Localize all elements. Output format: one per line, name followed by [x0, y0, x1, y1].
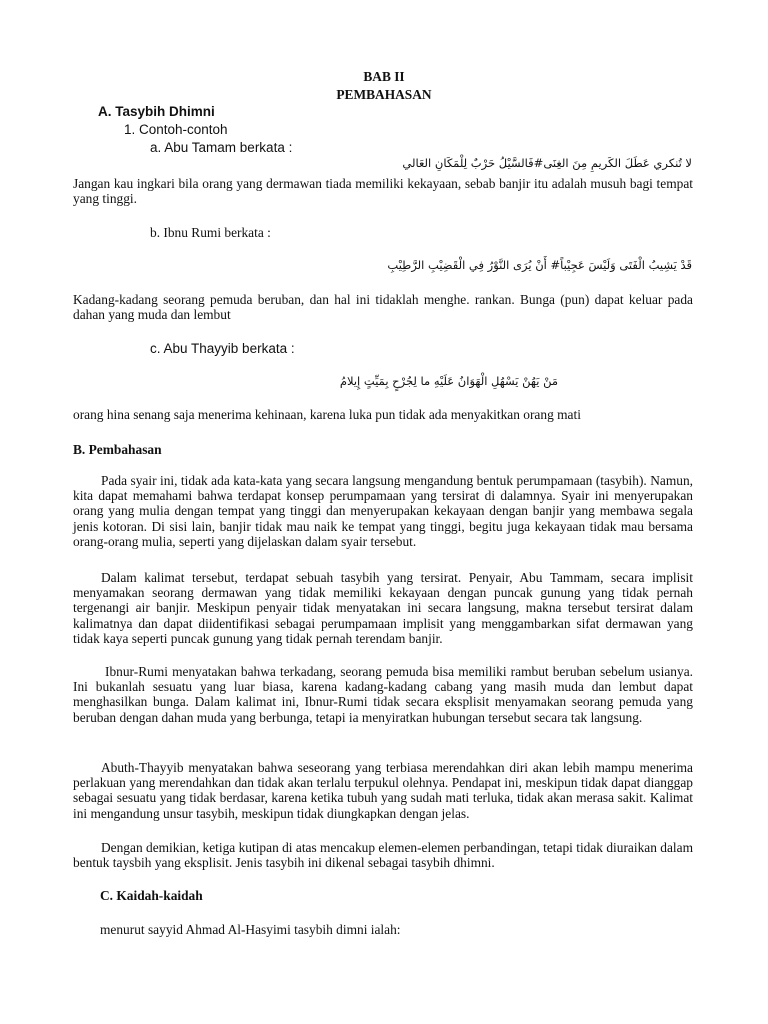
section-a-heading: A. Tasybih Dhimni — [98, 104, 215, 119]
paragraph-4: Abuth-Thayyib menyatakan bahwa seseorang yang terbiasa merendahkan diri akan lebih mampu menerima perlakuan yang merendahkan dan tidak akan terlalu terpukul olehnya. Pendapat ini, meskipun tidak dapat dianggap sebagai sesuatu yang tidak berdasar, karena ketika tubuh yang sudah mati terluka, tidak akan merasa sakit. Kalimat ini mengandung unsur tasybih, meskipun tidak diungkapkan dengan jelas. — [73, 760, 693, 821]
item-c-translation: orang hina senang saja menerima kehinaan, karena luka pun tidak ada menyakitkan orang mati — [73, 407, 581, 422]
item-b-translation: Kadang-kadang seorang pemuda beruban, dan hal ini tidaklah menghe. rankan. Bunga (pun) dapat keluar pada dahan yang muda dan lembut — [73, 292, 693, 323]
item-b-arabic-verse: قَدْ يَشِيبُ الْفَتَى وَلَيْسَ عَجِيْباً# أَنْ يُرَى النَّوْرُ فِي الْقَضِيْبِ الرَّطِيْبِ — [387, 258, 692, 272]
section-b-heading: B. Pembahasan — [73, 442, 162, 457]
item-b-label: b. Ibnu Rumi berkata : — [150, 225, 271, 240]
chapter-title: PEMBAHASAN — [336, 87, 432, 102]
section-c-intro: menurut sayyid Ahmad Al-Hasyimi tasybih dimni ialah: — [100, 922, 401, 937]
paragraph-2: Dalam kalimat tersebut, terdapat sebuah tasybih yang tersirat. Penyair, Abu Tammam, secara implisit menyamakan seorang dermawan yang tidak memiliki kekayaan dengan puncak gunung yang tidak pernah tergenangi air banjir. Meskipun penyair tidak menyatakan ini secara langsung, makna tersebut tersirat dalam kalimatnya dan dapat diidentifikasi sebagai perumpamaan implisit yang menggambarkan sifat dermawan yang tidak kaya seperti puncak gunung yang tidak pernah terendam banjir. — [73, 570, 693, 646]
paragraph-3: Ibnur-Rumi menyatakan bahwa terkadang, seorang pemuda bisa memiliki rambut beruban sebelum usianya. Ini bukanlah sesuatu yang luar biasa, karena kadang-kadang cabang yang masih muda dan lembut dapat menghasilkan bunga. Dalam kalimat ini, Ibnur-Rumi tidak secara eksplisit menyamakan seorang pemuda yang beruban dengan dahan muda yang berbunga, tetapi ia menyiratkan hubungan tersebut secara tak langsung. — [73, 664, 693, 725]
paragraph-1: Pada syair ini, tidak ada kata-kata yang secara langsung mengandung bentuk perumpamaan (tasybih). Namun, kita dapat memahami bahwa terdapat konsep perumpamaan yang tersirat di dalamnya. Syair ini menyerupakan orang yang mulia dengan tempat yang tinggi dan menyerupakan kekayaan dengan banjir yang membawa segala jenis kotoran. Di sisi lain, banjir tidak mau naik ke tempat yang tinggi, begitu juga kekayaan tidak mau bersama orang-orang mulia, seperti yang dijelaskan dalam syair tersebut. — [73, 473, 693, 549]
chapter-label: BAB II — [363, 69, 405, 84]
section-c-heading: C. Kaidah-kaidah — [100, 888, 203, 903]
item-a-translation: Jangan kau ingkari bila orang yang dermawan tiada memiliki kekayaan, sebab banjir itu adalah musuh bagi tempat yang tinggi. — [73, 176, 693, 207]
item-c-label: c. Abu Thayyib berkata : — [150, 341, 295, 356]
item-c-arabic-verse: مَنْ يَهُنْ يَسْهُلِ الْهَوَانُ عَلَيْهِ ما لِجُرْحٍ بِمَيِّتٍ إِيلامُ — [339, 374, 558, 388]
subsection-1-heading: 1. Contoh-contoh — [124, 122, 228, 137]
item-a-arabic-verse: لا تُنكري عَطَلَ الكَريمِ مِنَ الغِنَى#فَالسَّيْلُ حَرْبٌ لِلْمَكَانِ العَالي — [402, 156, 692, 170]
paragraph-5: Dengan demikian, ketiga kutipan di atas mencakup elemen-elemen perbandingan, tetapi tidak diuraikan dalam bentuk taysbih yang eksplisit. Jenis tasybih ini dikenal sebagai tasybih dhimni. — [73, 840, 693, 871]
item-a-label: a. Abu Tamam berkata : — [150, 140, 293, 155]
